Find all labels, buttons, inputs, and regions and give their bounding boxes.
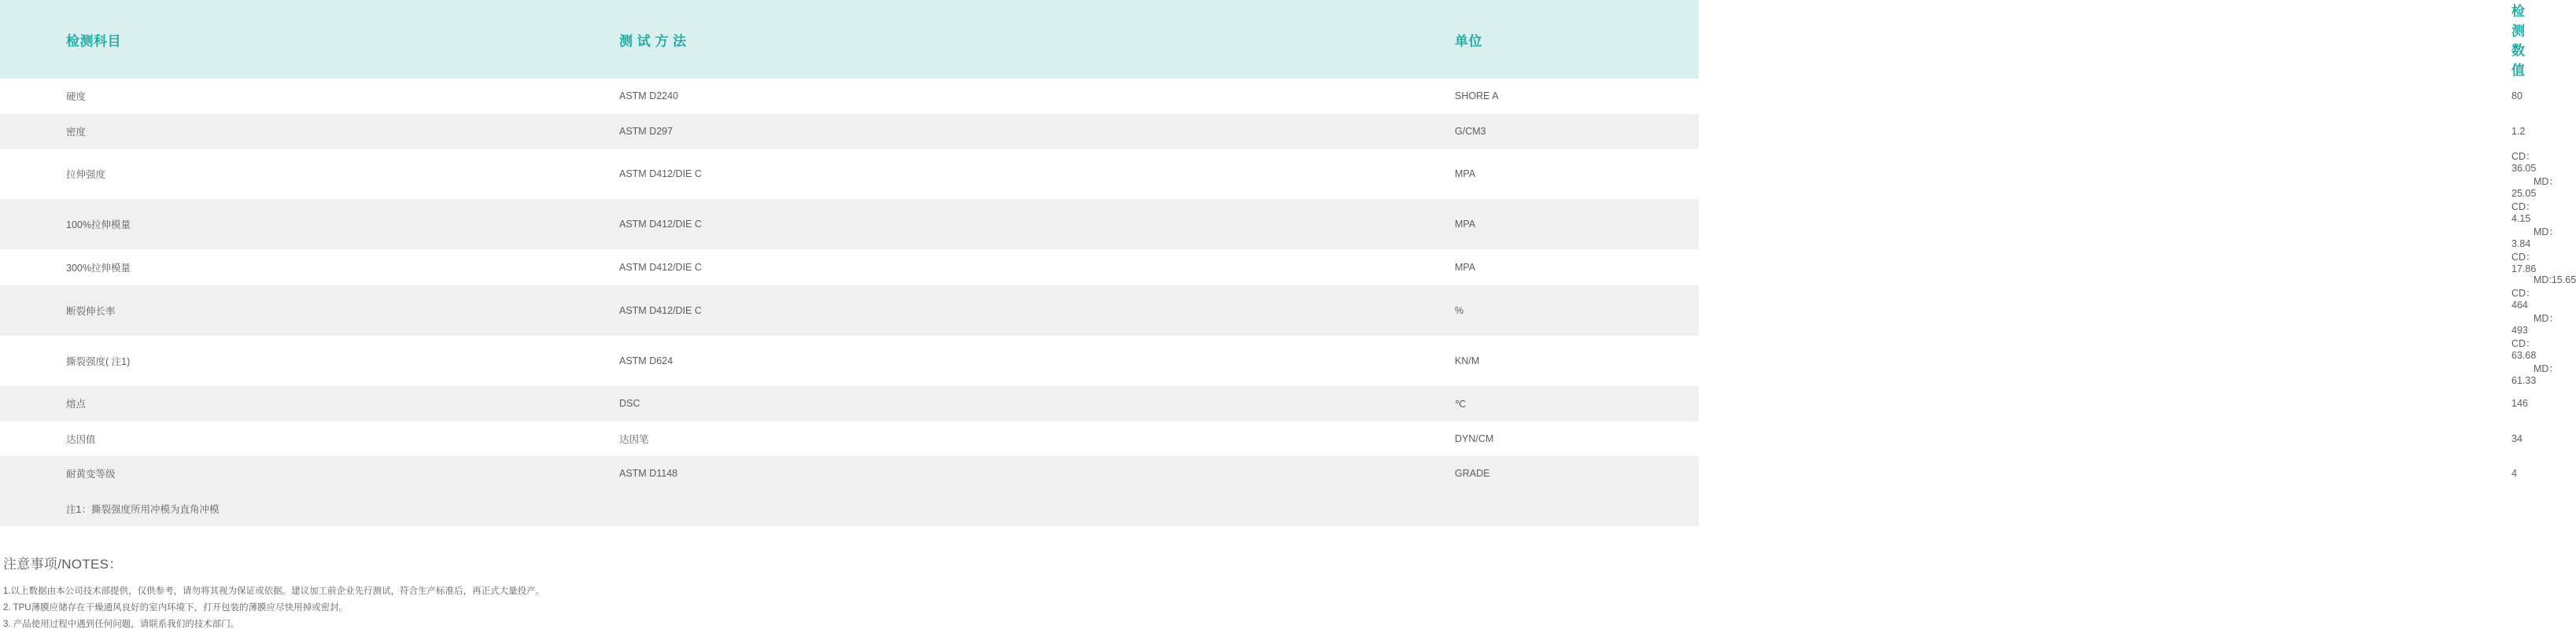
cell-unit: KN/M [887,336,1699,386]
table-row [0,386,1699,421]
table-row [0,336,1699,386]
cell-subject: 撕裂强度( 注1) [0,336,319,386]
cell-subject: 熔点 [0,386,319,421]
cell-unit: G/CM3 [887,114,1699,149]
cell-subject: 硬度 [0,79,319,114]
cell-method: ASTM D412/DIE C [319,249,887,285]
cell-value-single: 4 [2511,468,2517,480]
table-footnote-row [0,491,1699,527]
table-row [0,249,1699,285]
cell-value-single: 80 [2511,90,2522,102]
cell-subject: 耐黄变等级 [0,456,319,491]
cell-method: ASTM D297 [319,114,887,149]
cell-method: ASTM D412/DIE C [319,149,887,199]
table-row [0,456,1699,491]
table-header [0,0,2526,79]
cell-unit: GRADE [887,456,1699,491]
column-header-method: 测 试 方 法 [319,0,887,79]
cell-unit: MPA [887,249,1699,285]
cell-unit: ℃ [887,386,1699,421]
table-row [0,199,1699,249]
cell-value-cd: CD：17.86 [2511,252,2537,274]
cell-unit: % [887,285,1699,336]
table-footnote: 注1：撕裂强度所用冲模为直角冲模 [0,491,1699,527]
cell-method: ASTM D412/DIE C [319,285,887,336]
table-header-row: 检测科目 测 试 方 法 单位 检测数值 [0,0,1699,79]
column-header-unit: 单位 [887,0,1699,79]
cell-value-md: MD：493 [2511,313,2559,336]
cell-value-single: 1.2 [2511,125,2526,137]
table-row [0,114,1699,149]
cell-value-md: MD：25.05 [2511,176,2559,199]
cell-value-cd: CD：63.68 [2511,338,2537,361]
cell-value-single: 34 [2511,432,2522,444]
column-header-subject: 检测科目 [0,0,319,79]
cell-subject: 断裂伸长率 [0,285,319,336]
table-row [0,79,1699,114]
cell-unit: SHORE A [887,79,1699,114]
cell-subject: 密度 [0,114,319,149]
cell-method: ASTM D1148 [319,456,887,491]
cell-value-cd: CD：464 [2511,288,2536,311]
cell-unit: DYN/CM [887,421,1699,457]
cell-method: ASTM D2240 [319,79,887,114]
cell-method: DSC [319,386,887,421]
table-row [0,421,1699,457]
cell-method: ASTM D624 [319,336,887,386]
notes-line: 1.以上数据由本公司技术部提供，仅供参考，请勿将其视为保证或依据。建议加工前企业先行测试，符合生产标准后，再正式大量投产。 [3,587,545,596]
cell-unit: MPA [887,149,1699,199]
cell-unit: MPA [887,199,1699,249]
notes-line: 2. TPU薄膜应储存在干燥通风良好的室内环境下，打开包装的薄膜应尽快用掉或密封。 [3,603,349,613]
cell-method: ASTM D412/DIE C [319,199,887,249]
cell-value-md: MD：3.84 [2511,226,2559,249]
cell-method: 达因笔 [319,421,887,457]
cell-subject: 100%拉伸模量 [0,199,319,249]
cell-subject: 达因值 [0,421,319,457]
cell-subject: 拉伸强度 [0,149,319,199]
cell-subject: 300%拉伸模量 [0,249,319,285]
cell-value-md: MD:15.65 [2534,274,2576,285]
cell-value-md: MD：61.33 [2511,363,2559,386]
cell-value-single: 146 [2511,398,2528,410]
notes-line: 3. 产品使用过程中遇到任何问题，请联系我们的技术部门。 [3,620,240,629]
table-body [0,79,2576,526]
notes-section [0,526,1039,633]
notes-title: 注意事项/NOTES： [3,557,123,572]
cell-value-cd: CD：36.05 [2511,151,2537,174]
table-row [0,149,1699,199]
table-row [0,285,1699,336]
cell-value-cd: CD：4.15 [2511,201,2536,224]
